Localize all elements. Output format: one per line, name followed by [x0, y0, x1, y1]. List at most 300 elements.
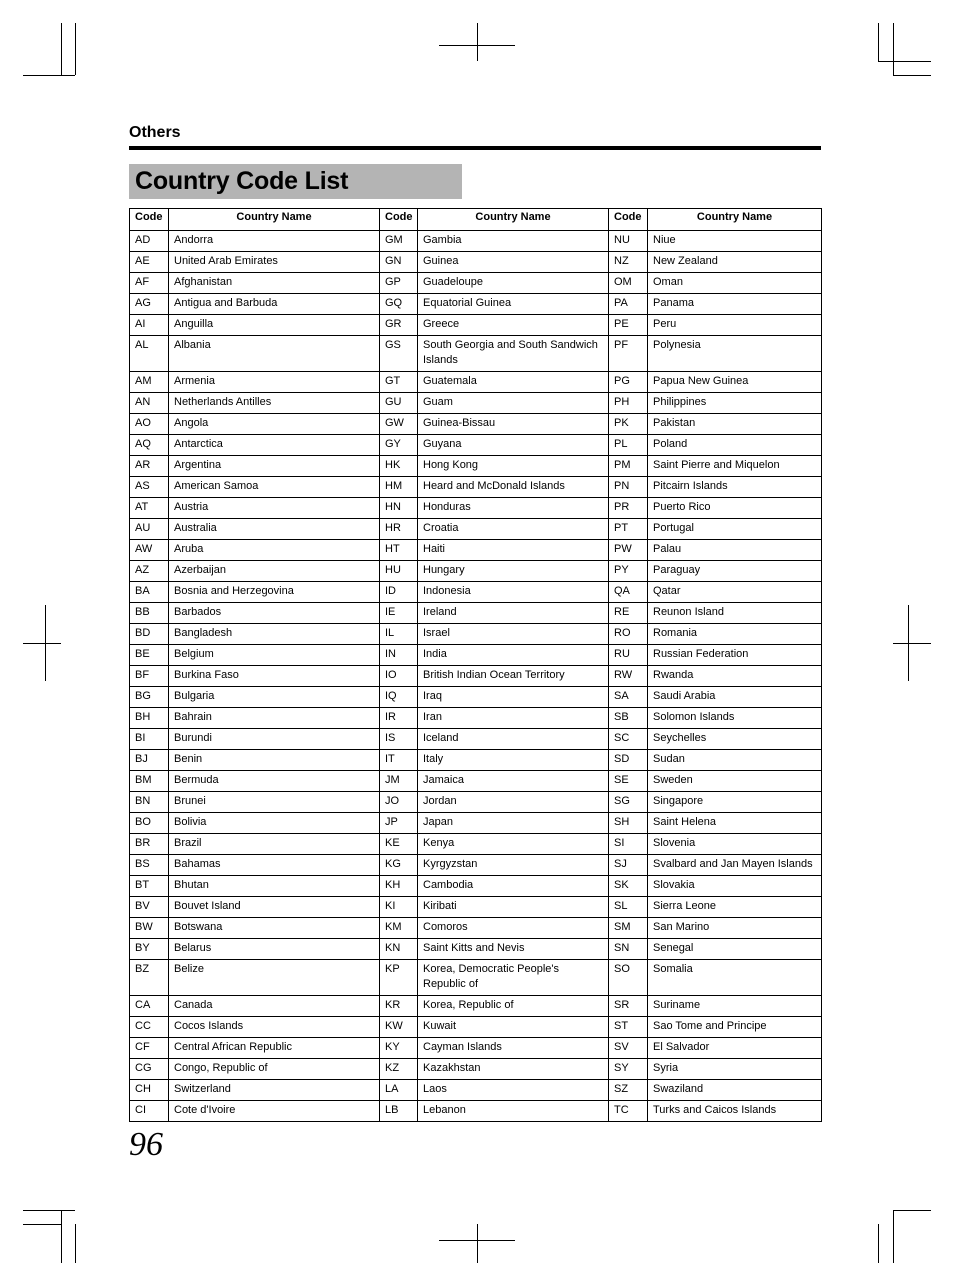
country-code-cell: BH: [130, 708, 169, 729]
country-name-cell: Somalia: [648, 960, 822, 996]
country-name-cell: South Georgia and South Sandwich Islands: [418, 336, 609, 372]
country-code-cell: KW: [380, 1017, 418, 1038]
country-name-cell: Bulgaria: [169, 687, 380, 708]
country-code-cell: BR: [130, 834, 169, 855]
country-name-cell: American Samoa: [169, 477, 380, 498]
country-name-cell: Bolivia: [169, 813, 380, 834]
country-code-cell: IR: [380, 708, 418, 729]
country-code-cell: NU: [609, 231, 648, 252]
country-code-cell: JM: [380, 771, 418, 792]
country-name-cell: Brazil: [169, 834, 380, 855]
country-name-cell: Canada: [169, 996, 380, 1017]
country-code-cell: SJ: [609, 855, 648, 876]
country-code-cell: GP: [380, 273, 418, 294]
country-code-cell: BM: [130, 771, 169, 792]
country-code-cell: GM: [380, 231, 418, 252]
country-name-cell: Bahrain: [169, 708, 380, 729]
country-name-cell: Seychelles: [648, 729, 822, 750]
page-title: Country Code List: [135, 167, 349, 195]
country-code-cell: AE: [130, 252, 169, 273]
country-name-cell: Guyana: [418, 435, 609, 456]
table-row: [130, 624, 822, 645]
country-name-cell: Armenia: [169, 372, 380, 393]
country-name-cell: Australia: [169, 519, 380, 540]
table-row: [130, 561, 822, 582]
country-name-cell: Albania: [169, 336, 380, 372]
country-code-cell: JP: [380, 813, 418, 834]
country-code-cell: BW: [130, 918, 169, 939]
country-name-cell: Heard and McDonald Islands: [418, 477, 609, 498]
country-name-cell: Kenya: [418, 834, 609, 855]
country-code-cell: BE: [130, 645, 169, 666]
country-code-cell: AT: [130, 498, 169, 519]
country-code-cell: AM: [130, 372, 169, 393]
country-code-cell: HM: [380, 477, 418, 498]
country-code-cell: PN: [609, 477, 648, 498]
table-row: [130, 315, 822, 336]
column-header-country-name: Country Name: [648, 209, 822, 231]
table-row: [130, 666, 822, 687]
page-title-banner: [129, 164, 462, 199]
country-name-cell: Saudi Arabia: [648, 687, 822, 708]
country-name-cell: Puerto Rico: [648, 498, 822, 519]
country-code-cell: BG: [130, 687, 169, 708]
country-name-cell: Philippines: [648, 393, 822, 414]
country-code-cell: AZ: [130, 561, 169, 582]
country-name-cell: Israel: [418, 624, 609, 645]
country-name-cell: Swaziland: [648, 1080, 822, 1101]
country-code-cell: KE: [380, 834, 418, 855]
table-row: [130, 435, 822, 456]
country-name-cell: Hungary: [418, 561, 609, 582]
table-row: [130, 336, 822, 372]
country-name-cell: Japan: [418, 813, 609, 834]
table-row: [130, 231, 822, 252]
country-code-cell: PY: [609, 561, 648, 582]
country-code-cell: AG: [130, 294, 169, 315]
country-code-cell: BO: [130, 813, 169, 834]
country-code-cell: BI: [130, 729, 169, 750]
country-code-cell: PH: [609, 393, 648, 414]
country-code-cell: BY: [130, 939, 169, 960]
country-code-cell: SY: [609, 1059, 648, 1080]
table-row: [130, 750, 822, 771]
table-row: [130, 477, 822, 498]
country-name-cell: Afghanistan: [169, 273, 380, 294]
column-header-code: Code: [380, 209, 418, 231]
country-code-cell: SD: [609, 750, 648, 771]
table-row: [130, 855, 822, 876]
country-name-cell: Andorra: [169, 231, 380, 252]
country-name-cell: New Zealand: [648, 252, 822, 273]
country-name-cell: Benin: [169, 750, 380, 771]
country-name-cell: Panama: [648, 294, 822, 315]
country-code-cell: SM: [609, 918, 648, 939]
country-name-cell: Reunon Island: [648, 603, 822, 624]
country-name-cell: Korea, Democratic People's Republic of: [418, 960, 609, 996]
country-name-cell: Hong Kong: [418, 456, 609, 477]
country-code-cell: SH: [609, 813, 648, 834]
country-name-cell: Guadeloupe: [418, 273, 609, 294]
table-row: [130, 834, 822, 855]
country-name-cell: Turks and Caicos Islands: [648, 1101, 822, 1122]
country-code-cell: ID: [380, 582, 418, 603]
country-code-cell: BB: [130, 603, 169, 624]
country-code-cell: CC: [130, 1017, 169, 1038]
country-name-cell: Botswana: [169, 918, 380, 939]
country-name-cell: Sao Tome and Principe: [648, 1017, 822, 1038]
country-code-cell: BT: [130, 876, 169, 897]
country-name-cell: Cambodia: [418, 876, 609, 897]
country-code-cell: RU: [609, 645, 648, 666]
table-row: [130, 792, 822, 813]
country-code-cell: PM: [609, 456, 648, 477]
table-row: [130, 582, 822, 603]
country-code-cell: BJ: [130, 750, 169, 771]
country-name-cell: Guinea-Bissau: [418, 414, 609, 435]
country-name-cell: Suriname: [648, 996, 822, 1017]
country-code-cell: RO: [609, 624, 648, 645]
country-name-cell: Bhutan: [169, 876, 380, 897]
country-name-cell: Iran: [418, 708, 609, 729]
country-code-cell: HK: [380, 456, 418, 477]
country-code-cell: JO: [380, 792, 418, 813]
country-name-cell: Italy: [418, 750, 609, 771]
table-row: [130, 729, 822, 750]
country-name-cell: Saint Kitts and Nevis: [418, 939, 609, 960]
country-name-cell: San Marino: [648, 918, 822, 939]
country-code-cell: PE: [609, 315, 648, 336]
country-code-cell: SA: [609, 687, 648, 708]
country-name-cell: Cayman Islands: [418, 1038, 609, 1059]
country-name-cell: Niue: [648, 231, 822, 252]
country-code-cell: IQ: [380, 687, 418, 708]
country-code-cell: AI: [130, 315, 169, 336]
country-code-cell: CH: [130, 1080, 169, 1101]
country-code-cell: GN: [380, 252, 418, 273]
country-name-cell: Bangladesh: [169, 624, 380, 645]
country-name-cell: Russian Federation: [648, 645, 822, 666]
table-row: [130, 771, 822, 792]
country-name-cell: Comoros: [418, 918, 609, 939]
country-code-cell: GS: [380, 336, 418, 372]
table-row: [130, 960, 822, 996]
country-name-cell: Brunei: [169, 792, 380, 813]
country-code-cell: AD: [130, 231, 169, 252]
table-row: [130, 603, 822, 624]
country-name-cell: Belgium: [169, 645, 380, 666]
country-name-cell: Laos: [418, 1080, 609, 1101]
country-name-cell: Iceland: [418, 729, 609, 750]
country-name-cell: Jordan: [418, 792, 609, 813]
country-name-cell: Solomon Islands: [648, 708, 822, 729]
country-code-cell: CI: [130, 1101, 169, 1122]
table-row: [130, 294, 822, 315]
country-name-cell: Aruba: [169, 540, 380, 561]
country-name-cell: Poland: [648, 435, 822, 456]
country-code-cell: IS: [380, 729, 418, 750]
country-name-cell: Oman: [648, 273, 822, 294]
country-name-cell: Anguilla: [169, 315, 380, 336]
country-name-cell: Burkina Faso: [169, 666, 380, 687]
table-row: [130, 273, 822, 294]
table-row: [130, 996, 822, 1017]
country-code-cell: AQ: [130, 435, 169, 456]
country-code-cell: OM: [609, 273, 648, 294]
country-name-cell: Saint Pierre and Miquelon: [648, 456, 822, 477]
country-name-cell: Bosnia and Herzegovina: [169, 582, 380, 603]
country-code-cell: HT: [380, 540, 418, 561]
country-code-cell: SV: [609, 1038, 648, 1059]
column-header-code: Code: [130, 209, 169, 231]
country-name-cell: Peru: [648, 315, 822, 336]
country-code-cell: PG: [609, 372, 648, 393]
country-code-cell: PA: [609, 294, 648, 315]
table-row: [130, 939, 822, 960]
country-name-cell: Palau: [648, 540, 822, 561]
country-name-cell: Honduras: [418, 498, 609, 519]
country-code-cell: KP: [380, 960, 418, 996]
column-header-country-name: Country Name: [418, 209, 609, 231]
country-code-cell: CG: [130, 1059, 169, 1080]
country-name-cell: Slovakia: [648, 876, 822, 897]
country-code-cell: GW: [380, 414, 418, 435]
country-code-cell: SB: [609, 708, 648, 729]
country-name-cell: Belarus: [169, 939, 380, 960]
country-name-cell: Svalbard and Jan Mayen Islands: [648, 855, 822, 876]
country-code-cell: BS: [130, 855, 169, 876]
country-name-cell: Congo, Republic of: [169, 1059, 380, 1080]
country-name-cell: Kuwait: [418, 1017, 609, 1038]
country-name-cell: Syria: [648, 1059, 822, 1080]
country-code-cell: PT: [609, 519, 648, 540]
country-code-cell: TC: [609, 1101, 648, 1122]
table-row: [130, 687, 822, 708]
country-name-cell: Belize: [169, 960, 380, 996]
country-code-cell: HN: [380, 498, 418, 519]
country-code-cell: SG: [609, 792, 648, 813]
table-row: [130, 1017, 822, 1038]
country-name-cell: Guatemala: [418, 372, 609, 393]
country-name-cell: India: [418, 645, 609, 666]
country-code-cell: IO: [380, 666, 418, 687]
section-divider: [129, 146, 821, 150]
country-code-cell: AS: [130, 477, 169, 498]
country-code-cell: GU: [380, 393, 418, 414]
country-code-cell: LB: [380, 1101, 418, 1122]
table-row: [130, 414, 822, 435]
country-code-cell: RW: [609, 666, 648, 687]
country-name-cell: Kazakhstan: [418, 1059, 609, 1080]
country-name-cell: Equatorial Guinea: [418, 294, 609, 315]
table-row: [130, 456, 822, 477]
country-name-cell: Romania: [648, 624, 822, 645]
country-code-cell: NZ: [609, 252, 648, 273]
table-row: [130, 498, 822, 519]
country-code-cell: BZ: [130, 960, 169, 996]
country-code-cell: SC: [609, 729, 648, 750]
country-code-cell: IN: [380, 645, 418, 666]
country-code-cell: SR: [609, 996, 648, 1017]
country-name-cell: Antigua and Barbuda: [169, 294, 380, 315]
country-name-cell: Iraq: [418, 687, 609, 708]
country-code-cell: IL: [380, 624, 418, 645]
country-code-cell: GT: [380, 372, 418, 393]
country-name-cell: Rwanda: [648, 666, 822, 687]
country-code-cell: CF: [130, 1038, 169, 1059]
country-code-cell: BN: [130, 792, 169, 813]
country-name-cell: Greece: [418, 315, 609, 336]
table-row: [130, 393, 822, 414]
country-code-cell: QA: [609, 582, 648, 603]
country-code-cell: KG: [380, 855, 418, 876]
country-name-cell: Sweden: [648, 771, 822, 792]
table-row: [130, 540, 822, 561]
country-code-cell: AN: [130, 393, 169, 414]
country-name-cell: Austria: [169, 498, 380, 519]
country-name-cell: Sierra Leone: [648, 897, 822, 918]
country-code-cell: LA: [380, 1080, 418, 1101]
country-code-cell: SI: [609, 834, 648, 855]
country-name-cell: Antarctica: [169, 435, 380, 456]
country-name-cell: Barbados: [169, 603, 380, 624]
country-code-cell: KH: [380, 876, 418, 897]
country-name-cell: Bermuda: [169, 771, 380, 792]
country-code-cell: HR: [380, 519, 418, 540]
country-code-cell: PR: [609, 498, 648, 519]
country-code-cell: KZ: [380, 1059, 418, 1080]
country-code-cell: SO: [609, 960, 648, 996]
country-code-cell: AL: [130, 336, 169, 372]
country-code-cell: PF: [609, 336, 648, 372]
country-code-cell: ST: [609, 1017, 648, 1038]
country-name-cell: British Indian Ocean Territory: [418, 666, 609, 687]
country-name-cell: Jamaica: [418, 771, 609, 792]
country-code-cell: GR: [380, 315, 418, 336]
country-code-cell: KY: [380, 1038, 418, 1059]
table-row: [130, 1038, 822, 1059]
country-name-cell: Papua New Guinea: [648, 372, 822, 393]
country-name-cell: Lebanon: [418, 1101, 609, 1122]
country-code-cell: HU: [380, 561, 418, 582]
country-name-cell: Paraguay: [648, 561, 822, 582]
country-name-cell: Slovenia: [648, 834, 822, 855]
country-code-cell: SE: [609, 771, 648, 792]
table-row: [130, 918, 822, 939]
table-row: [130, 1059, 822, 1080]
country-code-cell: BF: [130, 666, 169, 687]
country-code-cell: AO: [130, 414, 169, 435]
table-row: [130, 372, 822, 393]
country-code-cell: SN: [609, 939, 648, 960]
country-name-cell: Central African Republic: [169, 1038, 380, 1059]
country-name-cell: Singapore: [648, 792, 822, 813]
country-code-cell: BD: [130, 624, 169, 645]
country-name-cell: Cote d'Ivoire: [169, 1101, 380, 1122]
table-row: [130, 645, 822, 666]
country-name-cell: Pakistan: [648, 414, 822, 435]
country-name-cell: Kyrgyzstan: [418, 855, 609, 876]
country-name-cell: El Salvador: [648, 1038, 822, 1059]
country-name-cell: Croatia: [418, 519, 609, 540]
table-row: [130, 876, 822, 897]
table-row: [130, 1101, 822, 1122]
table-row: [130, 708, 822, 729]
country-name-cell: Cocos Islands: [169, 1017, 380, 1038]
country-code-cell: KR: [380, 996, 418, 1017]
country-name-cell: Polynesia: [648, 336, 822, 372]
table-row: [130, 813, 822, 834]
country-name-cell: Bahamas: [169, 855, 380, 876]
country-name-cell: Pitcairn Islands: [648, 477, 822, 498]
country-name-cell: Ireland: [418, 603, 609, 624]
country-name-cell: Sudan: [648, 750, 822, 771]
section-title: Others: [129, 124, 181, 141]
country-code-cell: GY: [380, 435, 418, 456]
country-code-cell: AR: [130, 456, 169, 477]
country-name-cell: Korea, Republic of: [418, 996, 609, 1017]
country-name-cell: Senegal: [648, 939, 822, 960]
country-name-cell: Argentina: [169, 456, 380, 477]
country-code-cell: AU: [130, 519, 169, 540]
table-header-row: [130, 209, 822, 231]
country-name-cell: Haiti: [418, 540, 609, 561]
country-code-cell: SK: [609, 876, 648, 897]
country-name-cell: Saint Helena: [648, 813, 822, 834]
country-code-cell: BA: [130, 582, 169, 603]
country-name-cell: Switzerland: [169, 1080, 380, 1101]
column-header-code: Code: [609, 209, 648, 231]
country-code-cell: PK: [609, 414, 648, 435]
country-code-cell: RE: [609, 603, 648, 624]
country-code-cell: GQ: [380, 294, 418, 315]
country-name-cell: Guam: [418, 393, 609, 414]
country-code-cell: SZ: [609, 1080, 648, 1101]
country-name-cell: Kiribati: [418, 897, 609, 918]
country-name-cell: Azerbaijan: [169, 561, 380, 582]
country-code-cell: AF: [130, 273, 169, 294]
table-row: [130, 519, 822, 540]
country-name-cell: Guinea: [418, 252, 609, 273]
table-row: [130, 1080, 822, 1101]
country-code-cell: BV: [130, 897, 169, 918]
country-code-cell: PL: [609, 435, 648, 456]
country-name-cell: Portugal: [648, 519, 822, 540]
table-row: [130, 897, 822, 918]
country-code-cell: KM: [380, 918, 418, 939]
country-name-cell: Burundi: [169, 729, 380, 750]
country-code-cell: PW: [609, 540, 648, 561]
country-code-cell: CA: [130, 996, 169, 1017]
column-header-country-name: Country Name: [169, 209, 380, 231]
country-name-cell: Indonesia: [418, 582, 609, 603]
country-code-cell: SL: [609, 897, 648, 918]
table-row: [130, 252, 822, 273]
country-code-cell: KN: [380, 939, 418, 960]
country-name-cell: Netherlands Antilles: [169, 393, 380, 414]
page-number: 96: [129, 1126, 163, 1163]
country-code-cell: AW: [130, 540, 169, 561]
country-name-cell: Angola: [169, 414, 380, 435]
country-name-cell: Gambia: [418, 231, 609, 252]
country-code-table: [129, 208, 822, 1122]
country-name-cell: United Arab Emirates: [169, 252, 380, 273]
country-code-cell: KI: [380, 897, 418, 918]
country-code-cell: IT: [380, 750, 418, 771]
country-name-cell: Bouvet Island: [169, 897, 380, 918]
country-code-cell: IE: [380, 603, 418, 624]
country-name-cell: Qatar: [648, 582, 822, 603]
